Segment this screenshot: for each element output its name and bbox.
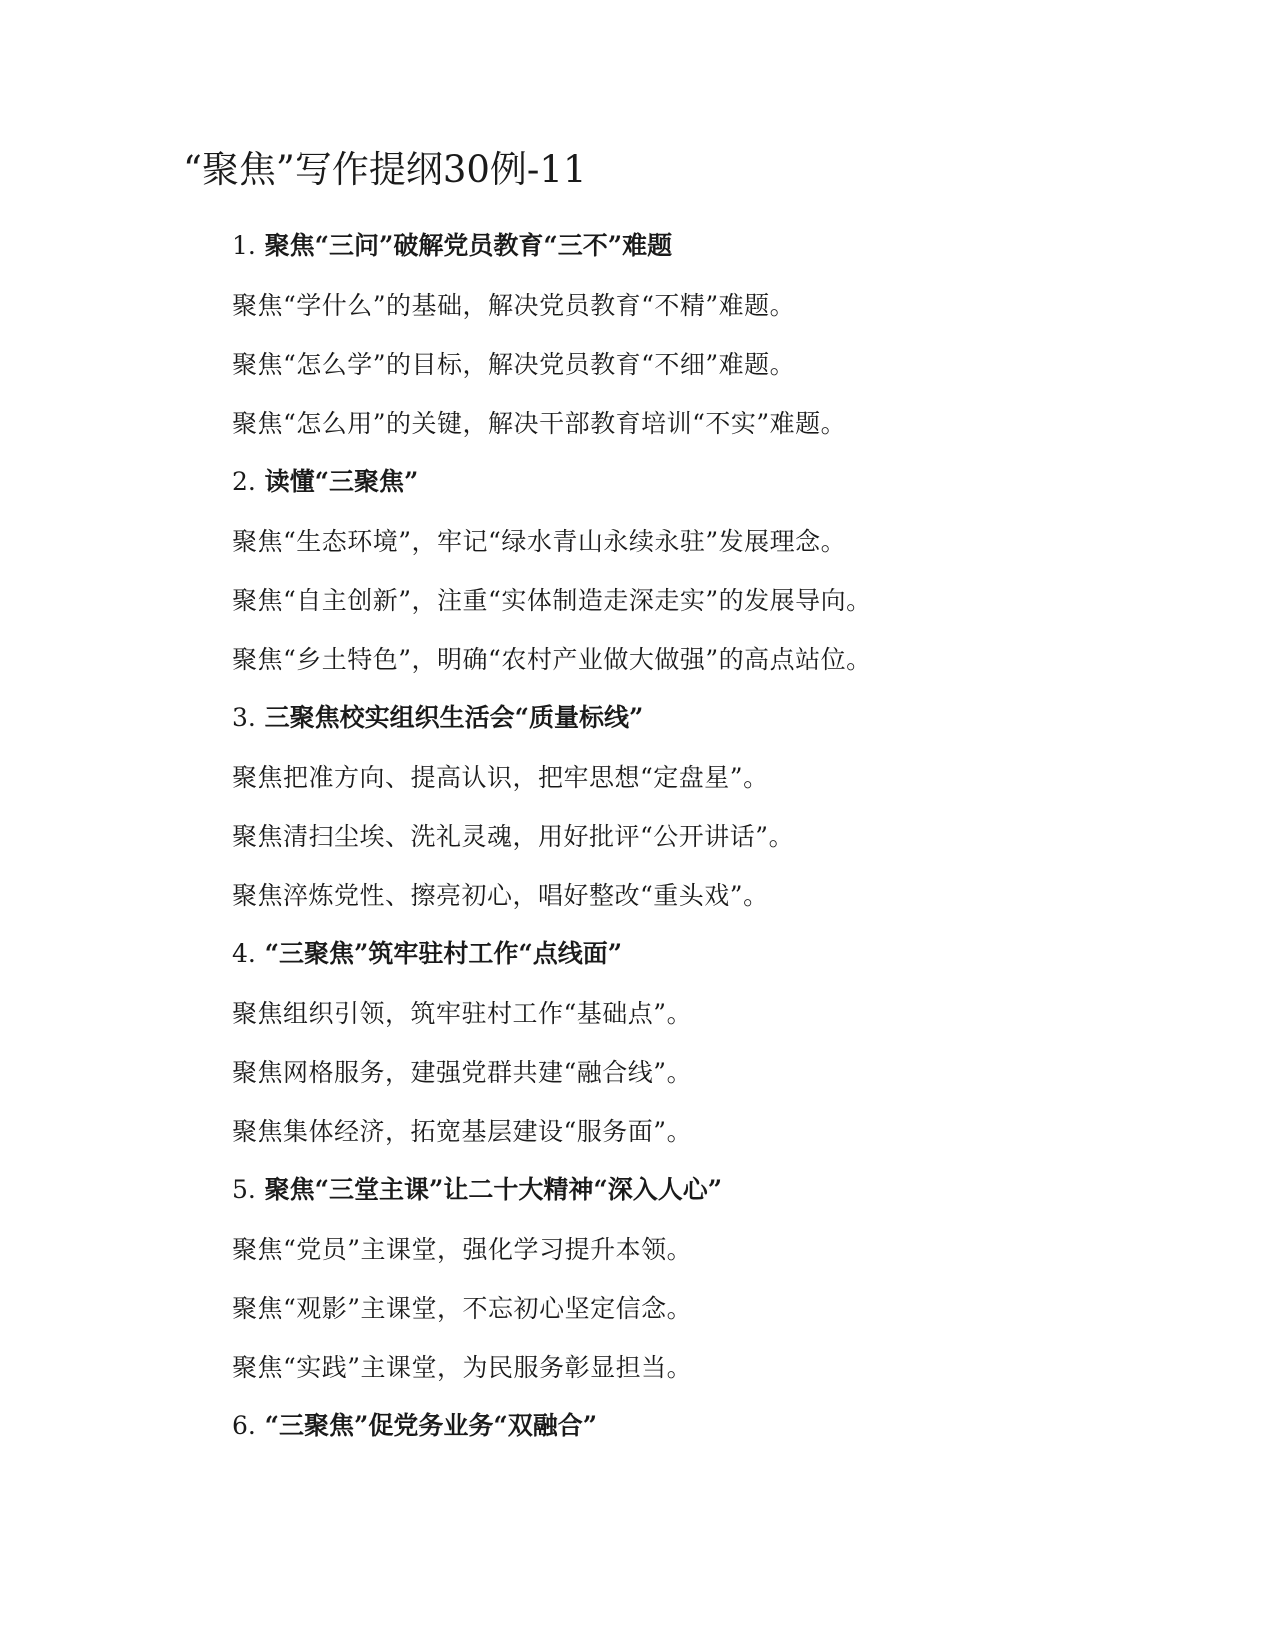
list-item: 聚焦“观影”主课堂，不忘初心坚定信念。 xyxy=(232,1294,693,1323)
list-item: 聚焦“党员”主课堂，强化学习提升本领。 xyxy=(232,1235,693,1264)
section-heading xyxy=(232,1166,1232,1225)
section-number: 2. xyxy=(232,467,256,496)
section-heading xyxy=(232,930,1232,989)
section-number: 6. xyxy=(232,1411,256,1440)
list-item: 聚焦把准方向、提高认识，把牢思想“定盘星”。 xyxy=(232,763,769,792)
section-number: 4. xyxy=(232,939,256,968)
list-item: 聚焦“自主创新”，注重“实体制造走深走实”的发展导向。 xyxy=(232,586,872,615)
section-heading xyxy=(232,222,1232,281)
section-2 xyxy=(232,458,1232,694)
section-number: 3. xyxy=(232,703,256,732)
section-title: 三聚焦校实组织生活会“质量标线” xyxy=(264,703,644,732)
section-5 xyxy=(232,1166,1232,1402)
list-item: 聚焦“学什么”的基础，解决党员教育“不精”难题。 xyxy=(232,291,796,320)
section-title: “三聚焦”筑牢驻村工作“点线面” xyxy=(264,939,623,968)
section-heading xyxy=(232,694,1232,753)
list-item: 聚焦“乡土特色”，明确“农村产业做大做强”的高点站位。 xyxy=(232,645,872,674)
document-title: “聚焦”写作提纲30例-11 xyxy=(183,148,587,191)
section-number: 1. xyxy=(232,231,256,260)
list-item: 聚焦“怎么学”的目标，解决党员教育“不细”难题。 xyxy=(232,350,796,379)
list-item: 聚焦“怎么用”的关键，解决干部教育培训“不实”难题。 xyxy=(232,409,847,438)
section-title: 聚焦“三堂主课”让二十大精神“深入人心” xyxy=(264,1175,723,1204)
list-item: 聚焦网格服务，建强党群共建“融合线”。 xyxy=(232,1058,693,1087)
list-item: 聚焦组织引领，筑牢驻村工作“基础点”。 xyxy=(232,999,693,1028)
section-title: 读懂“三聚焦” xyxy=(264,467,419,496)
section-title: “三聚焦”促党务业务“双融合” xyxy=(264,1411,598,1440)
section-heading xyxy=(232,458,1232,517)
section-title: 聚焦“三问”破解党员教育“三不”难题 xyxy=(264,231,673,260)
section-6 xyxy=(232,1402,1232,1461)
section-heading xyxy=(232,1402,1232,1461)
list-item: 聚焦淬炼党性、擦亮初心，唱好整改“重头戏”。 xyxy=(232,881,769,910)
list-item: 聚焦“实践”主课堂，为民服务彰显担当。 xyxy=(232,1353,693,1382)
list-item: 聚焦“生态环境”，牢记“绿水青山永续永驻”发展理念。 xyxy=(232,527,847,556)
list-item: 聚焦清扫尘埃、洗礼灵魂，用好批评“公开讲话”。 xyxy=(232,822,795,851)
section-4 xyxy=(232,930,1232,1166)
section-list xyxy=(232,222,1232,1461)
section-3 xyxy=(232,694,1232,930)
list-item: 聚焦集体经济，拓宽基层建设“服务面”。 xyxy=(232,1117,693,1146)
section-1 xyxy=(232,222,1232,458)
section-number: 5. xyxy=(232,1175,256,1204)
